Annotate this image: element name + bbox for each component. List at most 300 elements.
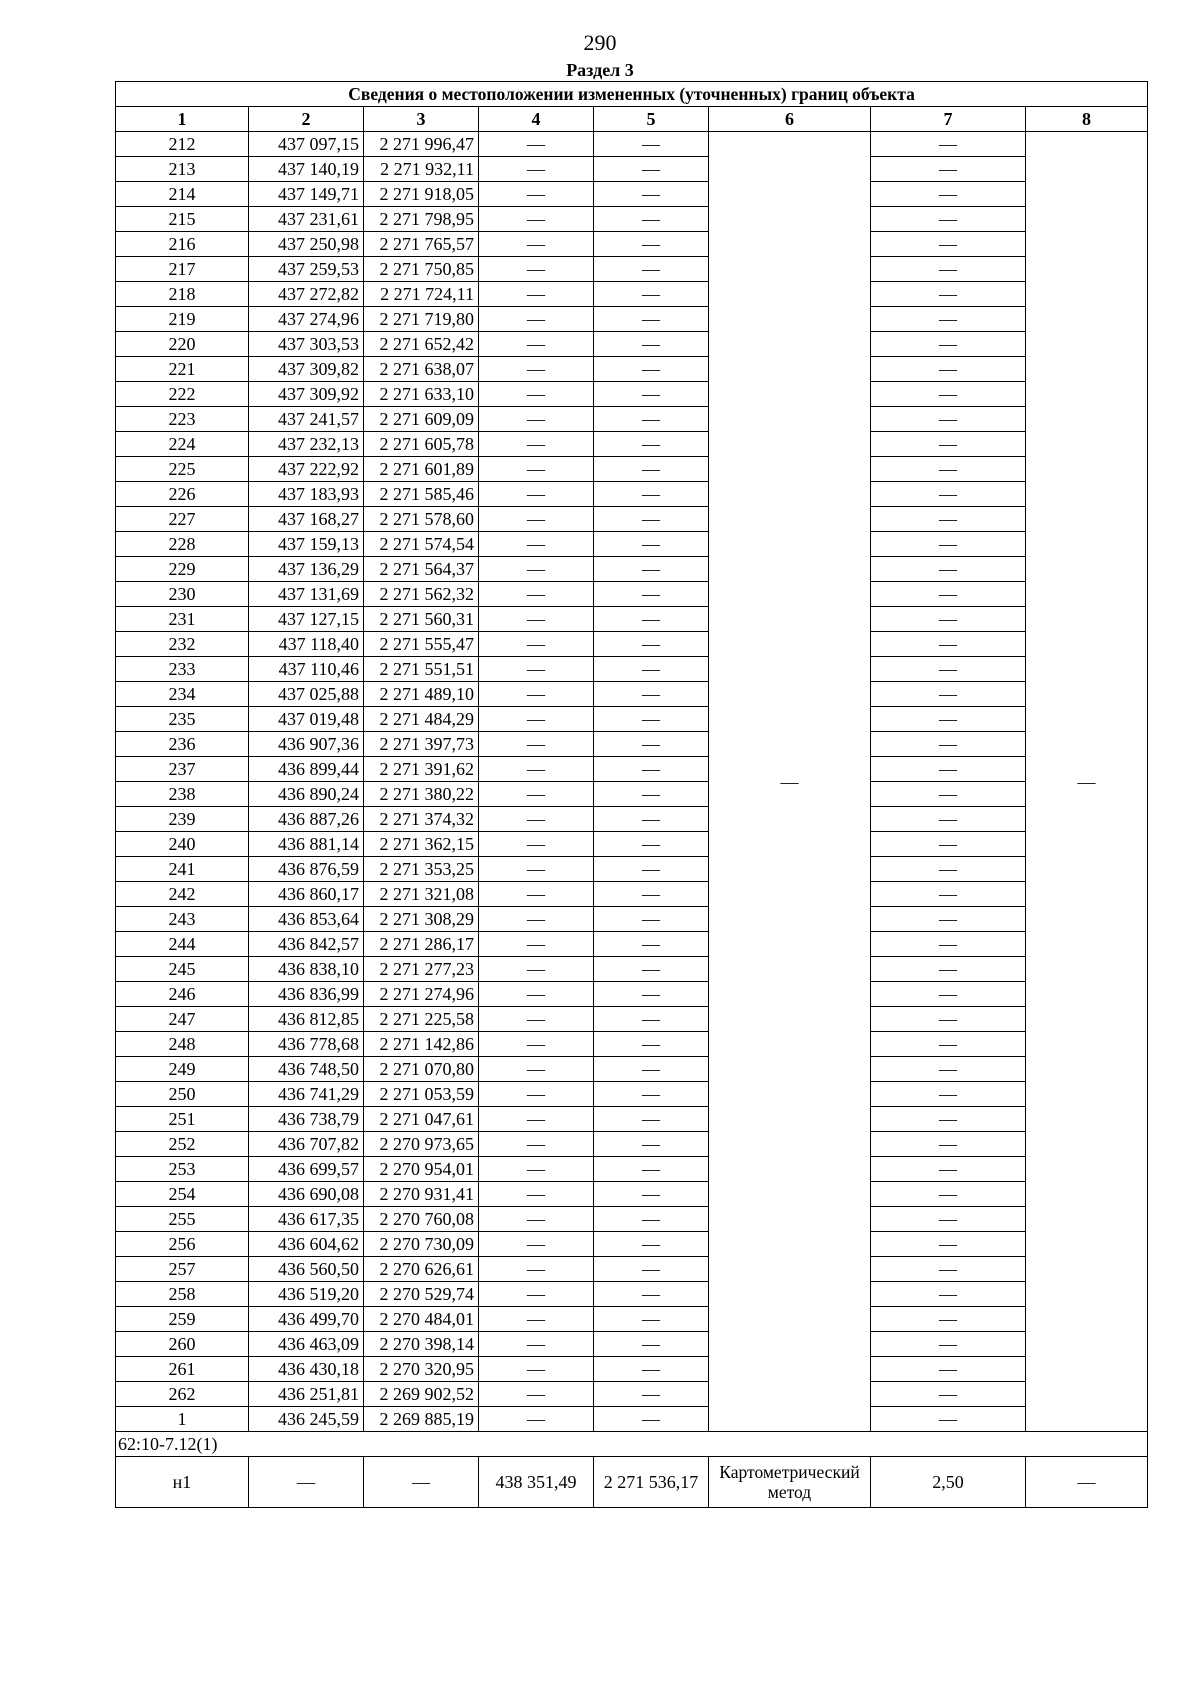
dash-cell: —: [871, 882, 1026, 907]
point-number-cell: 226: [116, 482, 249, 507]
dash-cell: —: [594, 1382, 709, 1407]
table-row: [116, 1457, 1148, 1508]
y-coordinate-cell: 2 271 362,15: [364, 832, 479, 857]
dash-cell: —: [594, 1057, 709, 1082]
y-coordinate-cell: 2 271 047,61: [364, 1107, 479, 1132]
column-number: 3: [364, 107, 479, 132]
point-number-cell: 253: [116, 1157, 249, 1182]
table-row: [116, 982, 1148, 1007]
point-number-cell: 249: [116, 1057, 249, 1082]
x-coordinate-cell: 436 778,68: [249, 1032, 364, 1057]
point-number-cell: 239: [116, 807, 249, 832]
dash-cell: —: [871, 632, 1026, 657]
dash-cell: —: [871, 832, 1026, 857]
x-coordinate-cell: 436 251,81: [249, 1382, 364, 1407]
y-coordinate-cell: 2 271 719,80: [364, 307, 479, 332]
dash-cell: —: [594, 457, 709, 482]
x-coordinate-cell: 437 232,13: [249, 432, 364, 457]
table-row: [116, 382, 1148, 407]
dash-cell: —: [594, 932, 709, 957]
y-coordinate-cell: 2 270 973,65: [364, 1132, 479, 1157]
point-number-cell: 245: [116, 957, 249, 982]
table-row: [116, 732, 1148, 757]
x-coordinate-cell: 436 887,26: [249, 807, 364, 832]
table-row: [116, 132, 1148, 157]
y-coordinate-cell: 2 271 397,73: [364, 732, 479, 757]
y-coordinate-cell: 2 271 484,29: [364, 707, 479, 732]
dash-cell: —: [871, 732, 1026, 757]
x-coordinate-cell: 436 738,79: [249, 1107, 364, 1132]
dash-cell: —: [479, 857, 594, 882]
dash-cell: —: [594, 782, 709, 807]
dash-cell: —: [594, 607, 709, 632]
table-row: [116, 207, 1148, 232]
dash-cell: —: [479, 1032, 594, 1057]
x-coordinate-cell: 437 136,29: [249, 557, 364, 582]
table-row: [116, 1057, 1148, 1082]
y-coordinate-cell: 2 271 605,78: [364, 432, 479, 457]
dash-cell: —: [479, 232, 594, 257]
dash-cell: —: [479, 332, 594, 357]
dash-cell: —: [594, 307, 709, 332]
dash-cell: —: [594, 707, 709, 732]
y-coordinate-cell: 2 271 555,47: [364, 632, 479, 657]
dash-cell: —: [479, 157, 594, 182]
y-coordinate-cell: 2 271 225,58: [364, 1007, 479, 1032]
y-coordinate-cell: 2 271 536,17: [594, 1457, 709, 1508]
dash-cell: —: [479, 932, 594, 957]
table-row: [116, 407, 1148, 432]
dash-cell: —: [479, 557, 594, 582]
y-coordinate-cell: 2 270 529,74: [364, 1282, 479, 1307]
table-row: [116, 1382, 1148, 1407]
dash-cell: —: [594, 1132, 709, 1157]
dash-cell: —: [479, 907, 594, 932]
dash-cell: —: [871, 1182, 1026, 1207]
point-number-cell: 254: [116, 1182, 249, 1207]
dash-cell: —: [479, 707, 594, 732]
table-row: [116, 157, 1148, 182]
dash-cell: —: [871, 407, 1026, 432]
x-coordinate-cell: 437 309,92: [249, 382, 364, 407]
y-coordinate-cell: 2 271 286,17: [364, 932, 479, 957]
dash-cell: —: [479, 307, 594, 332]
table-row: [116, 782, 1148, 807]
dash-cell: —: [479, 1132, 594, 1157]
dash-cell: —: [871, 457, 1026, 482]
dash-cell: —: [479, 882, 594, 907]
dash-cell: —: [594, 282, 709, 307]
dash-cell: —: [594, 1407, 709, 1432]
table-row: [116, 1357, 1148, 1382]
dash-cell: —: [594, 907, 709, 932]
x-coordinate-cell: 437 149,71: [249, 182, 364, 207]
dash-cell: —: [479, 1232, 594, 1257]
point-number-cell: 244: [116, 932, 249, 957]
dash-cell: —: [594, 257, 709, 282]
x-coordinate-cell: 436 604,62: [249, 1232, 364, 1257]
dash-cell: —: [479, 782, 594, 807]
point-number-cell: 241: [116, 857, 249, 882]
dash-cell: —: [871, 232, 1026, 257]
dash-cell: —: [479, 182, 594, 207]
dash-cell: —: [594, 432, 709, 457]
column-number: 4: [479, 107, 594, 132]
x-coordinate-cell: 436 842,57: [249, 932, 364, 957]
table-row: [116, 432, 1148, 457]
x-coordinate-cell: 436 748,50: [249, 1057, 364, 1082]
y-coordinate-cell: 2 271 551,51: [364, 657, 479, 682]
y-coordinate-cell: 2 271 321,08: [364, 882, 479, 907]
dash-cell: —: [594, 507, 709, 532]
y-coordinate-cell: 2 271 053,59: [364, 1082, 479, 1107]
dash-cell: —: [594, 1107, 709, 1132]
dash-cell: —: [479, 432, 594, 457]
x-coordinate-cell: 436 430,18: [249, 1357, 364, 1382]
dash-cell: —: [594, 582, 709, 607]
x-coordinate-cell: 437 097,15: [249, 132, 364, 157]
dash-cell: —: [594, 382, 709, 407]
table-row: [116, 757, 1148, 782]
dash-cell: —: [594, 157, 709, 182]
point-number-cell: 231: [116, 607, 249, 632]
page-number: 290: [583, 30, 617, 55]
y-coordinate-cell: 2 271 391,62: [364, 757, 479, 782]
dash-cell: —: [871, 482, 1026, 507]
x-coordinate-cell: 436 836,99: [249, 982, 364, 1007]
point-number-cell: 221: [116, 357, 249, 382]
table-row: [116, 1307, 1148, 1332]
x-coordinate-cell: 437 118,40: [249, 632, 364, 657]
dash-cell: —: [871, 1407, 1026, 1432]
dash-cell: —: [594, 957, 709, 982]
table-row: [116, 932, 1148, 957]
y-coordinate-cell: 2 271 562,32: [364, 582, 479, 607]
dash-cell: —: [479, 382, 594, 407]
x-coordinate-cell: 437 309,82: [249, 357, 364, 382]
x-coordinate-cell: 437 303,53: [249, 332, 364, 357]
y-coordinate-cell: 2 271 142,86: [364, 1032, 479, 1057]
column-number: 1: [116, 107, 249, 132]
group-label-row: [116, 1432, 1148, 1457]
x-coordinate-cell: 437 250,98: [249, 232, 364, 257]
point-number-cell: н1: [116, 1457, 249, 1508]
dash-cell: —: [479, 257, 594, 282]
x-coordinate-cell: 436 741,29: [249, 1082, 364, 1107]
group-label: 62:10-7.12(1): [116, 1432, 1148, 1457]
point-number-cell: 235: [116, 707, 249, 732]
dash-cell: —: [479, 1057, 594, 1082]
table-row: [116, 707, 1148, 732]
dash-cell: —: [594, 182, 709, 207]
dash-cell: —: [594, 357, 709, 382]
section-title: Раздел 3: [566, 60, 634, 80]
dash-cell: —: [594, 807, 709, 832]
dash-cell: —: [594, 1332, 709, 1357]
table-row: [116, 1132, 1148, 1157]
point-number-cell: 257: [116, 1257, 249, 1282]
dash-cell: —: [479, 1107, 594, 1132]
y-coordinate-cell: 2 271 564,37: [364, 557, 479, 582]
point-number-cell: 240: [116, 832, 249, 857]
y-coordinate-cell: 2 270 954,01: [364, 1157, 479, 1182]
point-number-cell: 232: [116, 632, 249, 657]
table-row: [116, 882, 1148, 907]
x-coordinate-cell: 436 499,70: [249, 1307, 364, 1332]
dash-cell: —: [594, 482, 709, 507]
dash-cell: —: [479, 1282, 594, 1307]
y-coordinate-cell: 2 271 652,42: [364, 332, 479, 357]
point-number-cell: 224: [116, 432, 249, 457]
dash-cell: —: [871, 932, 1026, 957]
table-row: [116, 907, 1148, 932]
dash-cell: —: [871, 532, 1026, 557]
x-coordinate-cell: 436 907,36: [249, 732, 364, 757]
dash-cell: —: [594, 532, 709, 557]
dash-cell: —: [479, 682, 594, 707]
dash-cell: —: [594, 632, 709, 657]
dash-cell: —: [594, 232, 709, 257]
dash-cell: —: [479, 282, 594, 307]
point-number-cell: 255: [116, 1207, 249, 1232]
point-number-cell: 216: [116, 232, 249, 257]
table-row: [116, 482, 1148, 507]
point-number-cell: 259: [116, 1307, 249, 1332]
y-coordinate-cell: 2 271 353,25: [364, 857, 479, 882]
table-caption-row: [116, 82, 1148, 107]
x-coordinate-cell: 437 019,48: [249, 707, 364, 732]
point-number-cell: 215: [116, 207, 249, 232]
table-row: [116, 457, 1148, 482]
dash-cell: —: [594, 1007, 709, 1032]
coordinate-rows: [116, 132, 1148, 1432]
point-number-cell: 243: [116, 907, 249, 932]
y-coordinate-cell: 2 271 601,89: [364, 457, 479, 482]
point-number-cell: 258: [116, 1282, 249, 1307]
dash-cell: —: [594, 832, 709, 857]
dash-cell: —: [479, 832, 594, 857]
y-coordinate-cell: 2 271 918,05: [364, 182, 479, 207]
dash-cell: —: [871, 1007, 1026, 1032]
dash-cell: —: [871, 782, 1026, 807]
x-coordinate-cell: 436 463,09: [249, 1332, 364, 1357]
point-number-cell: 237: [116, 757, 249, 782]
x-coordinate-cell: 436 560,50: [249, 1257, 364, 1282]
dash-cell: —: [479, 357, 594, 382]
y-coordinate-cell: 2 271 308,29: [364, 907, 479, 932]
table-row: [116, 832, 1148, 857]
table-row: [116, 257, 1148, 282]
dash-cell: —: [871, 432, 1026, 457]
dash-cell: —: [871, 1332, 1026, 1357]
table-row: [116, 1182, 1148, 1207]
point-number-cell: 260: [116, 1332, 249, 1357]
dash-cell: —: [594, 1232, 709, 1257]
y-coordinate-cell: 2 271 070,80: [364, 1057, 479, 1082]
point-number-cell: 236: [116, 732, 249, 757]
x-coordinate-cell: 436 899,44: [249, 757, 364, 782]
point-number-cell: 251: [116, 1107, 249, 1132]
y-coordinate-cell: 2 269 885,19: [364, 1407, 479, 1432]
dash-cell: —: [479, 657, 594, 682]
dash-cell: —: [594, 1157, 709, 1182]
table-row: [116, 232, 1148, 257]
column-number: 6: [709, 107, 871, 132]
table-row: [116, 357, 1148, 382]
x-coordinate-cell: 436 890,24: [249, 782, 364, 807]
dash-cell: —: [479, 632, 594, 657]
dash-cell: —: [871, 1082, 1026, 1107]
dash-cell: —: [871, 182, 1026, 207]
table-row: [116, 957, 1148, 982]
y-coordinate-cell: 2 271 380,22: [364, 782, 479, 807]
dash-cell: —: [594, 757, 709, 782]
dash-cell: —: [594, 732, 709, 757]
table-row: [116, 557, 1148, 582]
dash-cell: —: [871, 1282, 1026, 1307]
dash-cell: —: [479, 957, 594, 982]
dash-cell: —: [594, 332, 709, 357]
dash-cell: —: [594, 982, 709, 1007]
point-number-cell: 229: [116, 557, 249, 582]
point-number-cell: 220: [116, 332, 249, 357]
dash-cell: —: [479, 132, 594, 157]
dash-cell: —: [871, 682, 1026, 707]
dash-cell: —: [594, 1357, 709, 1382]
dash-cell: —: [871, 757, 1026, 782]
dash-cell: —: [871, 207, 1026, 232]
point-number-cell: 252: [116, 1132, 249, 1157]
x-coordinate-cell: 436 838,10: [249, 957, 364, 982]
x-coordinate-cell: 436 690,08: [249, 1182, 364, 1207]
y-coordinate-cell: 2 271 633,10: [364, 382, 479, 407]
table-row: [116, 1032, 1148, 1057]
x-coordinate-cell: 438 351,49: [479, 1457, 594, 1508]
x-coordinate-cell: 437 168,27: [249, 507, 364, 532]
point-number-cell: 233: [116, 657, 249, 682]
point-number-cell: 246: [116, 982, 249, 1007]
x-coordinate-cell: 437 274,96: [249, 307, 364, 332]
y-coordinate-cell: 2 271 578,60: [364, 507, 479, 532]
y-coordinate-cell: 2 270 484,01: [364, 1307, 479, 1332]
dash-cell: —: [1026, 132, 1148, 1432]
point-number-cell: 225: [116, 457, 249, 482]
table-row: [116, 1107, 1148, 1132]
dash-cell: —: [1026, 1457, 1148, 1508]
dash-cell: —: [594, 857, 709, 882]
dash-cell: —: [871, 257, 1026, 282]
y-coordinate-cell: 2 271 932,11: [364, 157, 479, 182]
y-coordinate-cell: 2 271 996,47: [364, 132, 479, 157]
x-coordinate-cell: 436 245,59: [249, 1407, 364, 1432]
point-number-cell: 219: [116, 307, 249, 332]
x-coordinate-cell: 437 259,53: [249, 257, 364, 282]
dash-cell: —: [871, 507, 1026, 532]
point-number-cell: 213: [116, 157, 249, 182]
dash-cell: —: [479, 1182, 594, 1207]
dash-cell: —: [871, 557, 1026, 582]
dash-cell: —: [479, 807, 594, 832]
x-coordinate-cell: 437 272,82: [249, 282, 364, 307]
x-coordinate-cell: 437 222,92: [249, 457, 364, 482]
table-row: [116, 857, 1148, 882]
dash-cell: —: [479, 207, 594, 232]
dash-cell: —: [871, 957, 1026, 982]
x-coordinate-cell: 436 860,17: [249, 882, 364, 907]
y-coordinate-cell: 2 271 560,31: [364, 607, 479, 632]
dash-cell: —: [871, 657, 1026, 682]
x-coordinate-cell: 437 183,93: [249, 482, 364, 507]
dash-cell: —: [479, 1407, 594, 1432]
dash-cell: —: [479, 507, 594, 532]
x-coordinate-cell: 437 231,61: [249, 207, 364, 232]
dash-cell: —: [479, 1082, 594, 1107]
dash-cell: —: [871, 607, 1026, 632]
point-number-cell: 242: [116, 882, 249, 907]
dash-cell: —: [479, 457, 594, 482]
point-number-cell: 217: [116, 257, 249, 282]
dash-cell: —: [364, 1457, 479, 1508]
dash-cell: —: [594, 1282, 709, 1307]
y-coordinate-cell: 2 271 489,10: [364, 682, 479, 707]
table-row: [116, 657, 1148, 682]
point-number-cell: 256: [116, 1232, 249, 1257]
table-row: [116, 1257, 1148, 1282]
column-number-row: [116, 107, 1148, 132]
column-number: 2: [249, 107, 364, 132]
y-coordinate-cell: 2 269 902,52: [364, 1382, 479, 1407]
dash-cell: —: [594, 657, 709, 682]
dash-cell: —: [479, 582, 594, 607]
dash-cell: —: [594, 1307, 709, 1332]
dash-cell: —: [594, 407, 709, 432]
table-caption: Сведения о местоположении измененных (уточненных) границ объекта: [116, 82, 1148, 107]
dash-cell: —: [871, 1357, 1026, 1382]
y-coordinate-cell: 2 271 574,54: [364, 532, 479, 557]
dash-cell: —: [479, 1357, 594, 1382]
dash-cell: —: [871, 982, 1026, 1007]
dash-cell: —: [479, 982, 594, 1007]
y-coordinate-cell: 2 270 931,41: [364, 1182, 479, 1207]
x-coordinate-cell: 437 025,88: [249, 682, 364, 707]
dash-cell: —: [594, 1207, 709, 1232]
table-row: [116, 1082, 1148, 1107]
point-number-cell: 214: [116, 182, 249, 207]
dash-cell: —: [594, 1182, 709, 1207]
table-row: [116, 1157, 1148, 1182]
dash-cell: —: [709, 132, 871, 1432]
dash-cell: —: [871, 1157, 1026, 1182]
dash-cell: —: [479, 1007, 594, 1032]
table-row: [116, 532, 1148, 557]
dash-cell: —: [594, 682, 709, 707]
dash-cell: —: [871, 157, 1026, 182]
method-cell: Картометрический метод: [709, 1457, 871, 1508]
y-coordinate-cell: 2 270 320,95: [364, 1357, 479, 1382]
dash-cell: —: [594, 207, 709, 232]
dash-cell: —: [479, 532, 594, 557]
dash-cell: —: [479, 1207, 594, 1232]
column-number: 5: [594, 107, 709, 132]
y-coordinate-cell: 2 271 274,96: [364, 982, 479, 1007]
table-row: [116, 1007, 1148, 1032]
x-coordinate-cell: 437 131,69: [249, 582, 364, 607]
dash-cell: —: [479, 482, 594, 507]
table-row: [116, 1232, 1148, 1257]
dash-cell: —: [479, 407, 594, 432]
point-number-cell: 234: [116, 682, 249, 707]
y-coordinate-cell: 2 271 374,32: [364, 807, 479, 832]
